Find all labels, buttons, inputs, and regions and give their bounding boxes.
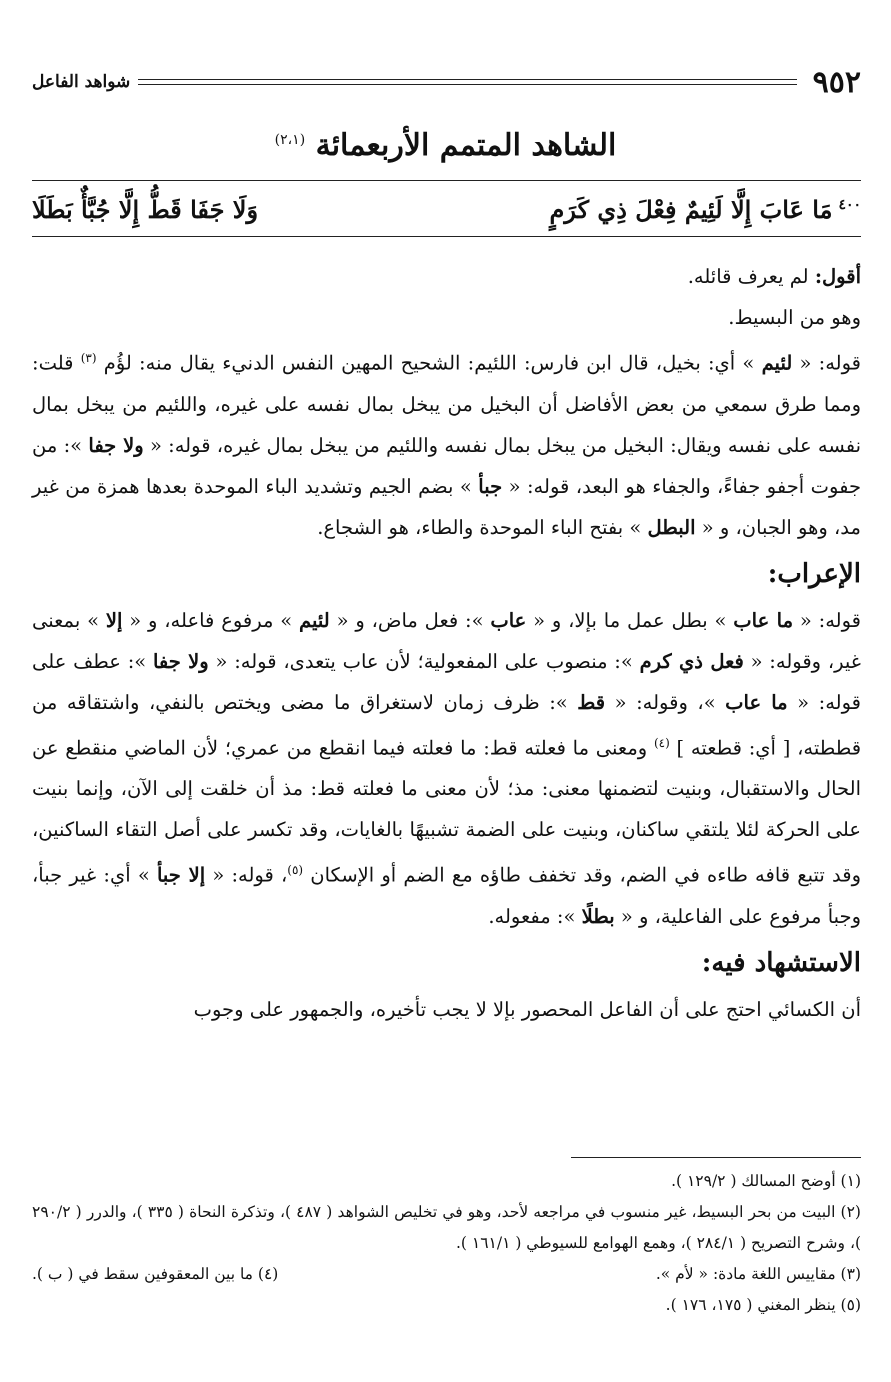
running-header [32, 62, 861, 102]
text-run: » أي: غير جبأ، وجبأ مرفوع على الفاعلية، و « [32, 863, 861, 928]
quoted-word: فعل ذي كرم [639, 649, 744, 673]
footnote-separator [571, 1157, 861, 1158]
footnote-1: (١) أوضح المسالك ( ١٢٩/٢ ). [671, 1172, 861, 1190]
verse-second-hemistich: وَلَا جَفَا قَطُّ إِلَّا جُبَّأٌ بَطَلَا [32, 194, 259, 224]
text-run: » بفتح الباء الموحدة والطاء، هو الشجاع. [317, 515, 648, 539]
footnote-2: (٢) البيت من بحر البسيط، غير منسوب في مراجعه لأحد، وهو في تخليص الشواهد ( ٤٨٧ )، وتذكرة النحاة ( ٣٣٥ )، والدرر ( ٢٩٠/٢ )، وشرح التصريح ( ٢٨٤/١ )، وهمع الهوامع للسيوطي ( ١٦١/١ ). [32, 1203, 861, 1252]
quoted-word: البطل [647, 515, 696, 539]
section-name: شواهد الفاعل [32, 72, 131, 92]
text-run: » مرفوع فاعله، و « [122, 608, 300, 632]
quoted-word: ولا جفا [152, 649, 209, 673]
paragraph-author [32, 256, 861, 297]
text-run: »: منصوب على المفعولية؛ لأن عاب يتعدى، قوله: « [208, 649, 640, 673]
aqool-label: أقول: [814, 265, 861, 288]
text-run: »: ظرف زمان لاستغراق ما مضى ويختص بالنفي، واشتقاقه من قططته، [ أي: قطعته ] [32, 690, 862, 759]
verse-line [32, 186, 861, 232]
shahid-title [0, 128, 891, 178]
quoted-word: إلا جبأ [156, 863, 206, 887]
quoted-word: ما عاب [725, 690, 788, 714]
quoted-word: لئيم [761, 351, 793, 375]
title-text: الشاهد المتمم الأربعمائة [315, 128, 617, 163]
verse-first-hemistich [550, 195, 861, 224]
footnote-ref: (٤) [653, 735, 670, 750]
page-number: ٩٥٢ [812, 64, 861, 100]
footnote-ref: (٣) [80, 351, 97, 365]
quoted-word: لئيم [299, 608, 330, 632]
verse-number: ٤٠٠ [838, 196, 861, 213]
quoted-word: بطلًا [581, 904, 615, 928]
verse-bottom-rule [32, 236, 861, 237]
header-double-rule [138, 79, 796, 85]
text-run: »: من جفوت أجفو جفاءً، والجفاء هو البعد، قوله: « [32, 433, 862, 498]
text-run: »: عطف على قوله: « [32, 649, 861, 714]
quoted-word: قط [577, 690, 606, 714]
footnote-ref: (٥) [287, 863, 304, 877]
verse-top-rule [32, 180, 861, 181]
text-run: » بضم الجيم وتشديد الباء الموحدة بعدها همزة من غير مد، وهو الجبان، و « [32, 474, 861, 539]
text-run: »: فعل ماض، و « [329, 608, 491, 632]
paragraph-vocabulary [32, 338, 861, 548]
text-run: قوله: « [793, 608, 861, 632]
footnote-row-3-4 [32, 1259, 861, 1290]
quoted-word: ما عاب [733, 608, 794, 632]
author-text: لم يعرف قائله. [687, 265, 815, 288]
text-run: ، قوله: « [205, 863, 288, 887]
paragraph-meter: وهو من البسيط. [728, 306, 861, 329]
commentary-body [32, 256, 861, 1030]
quoted-word: جبأ [478, 474, 503, 498]
quoted-word: عاب [490, 608, 527, 632]
text-run: »: مفعوله. [488, 904, 582, 928]
footnotes [32, 1166, 861, 1321]
footnote-5: (٥) ينظر المغني ( ١٧٥، ١٧٦ ). [665, 1296, 861, 1314]
text-run: » بمعنى غير، وقوله: « [32, 608, 861, 673]
text-run: قوله: « [792, 351, 861, 375]
heading-istishhad: الاستشهاد فيه: [701, 947, 861, 978]
text-run: قلت: ومما طرق سمعي من بعض الأفاضل أن البخيل من يبخل بمال نفسه على غيره، واللئيم من يبخل بمال نفسه على نفسه ويقال: البخيل من يبخل بمال نفسه واللئيم من يبخل بمال غيره، قوله: « [32, 351, 862, 457]
paragraph-irab [32, 600, 861, 937]
footnote-4: (٤) ما بين المعقوفين سقط في ( ب ). [32, 1265, 279, 1283]
text-run: ومعنى ما فعلته قط: ما فعلته فيما انقطع من عمري؛ لأن الماضي منقطع عن الحال والاستقبال، وبنيت لتضمنها معنى: مذ؛ لأن معنى ما فعلته قط: مذ أن خلقت إلى الآن، وإنما بنيت على الحركة لئلا يلتقي ساكنان، وبنيت على الضمة تشبيهًا بالغايات، وقد تكسر على أصل التقاء الساكنين، وقد تتبع قافه طاءه في الضم، وقد تخفف طاؤه مع الضم أو الإسكان [32, 736, 861, 887]
heading-irab: الإعراب: [767, 558, 861, 589]
footnote-3: (٣) مقاييس اللغة مادة: « لأم ». [655, 1265, 861, 1283]
title-note-ref: (٢،١) [274, 132, 306, 148]
paragraph-istishhad: أن الكسائي احتج على أن الفاعل المحصور بإلا لا يجب تأخيره، والجمهور على وجوب [193, 997, 861, 1021]
quoted-word: إلا [105, 608, 123, 632]
quoted-word: ولا جفا [88, 433, 144, 457]
text-run: »، وقوله: « [605, 690, 726, 714]
text-run: » أي: بخيل، قال ابن فارس: اللئيم: الشحيح المهين النفس الدنيء يقال منه: لؤُم [96, 351, 762, 375]
text-run: » بطل عمل ما بإلا، و « [526, 608, 734, 632]
first-hemistich-text: مَا عَابَ إِلَّا لَئِيمٌ فِعْلَ ذِي كَرَمٍ [549, 194, 833, 224]
